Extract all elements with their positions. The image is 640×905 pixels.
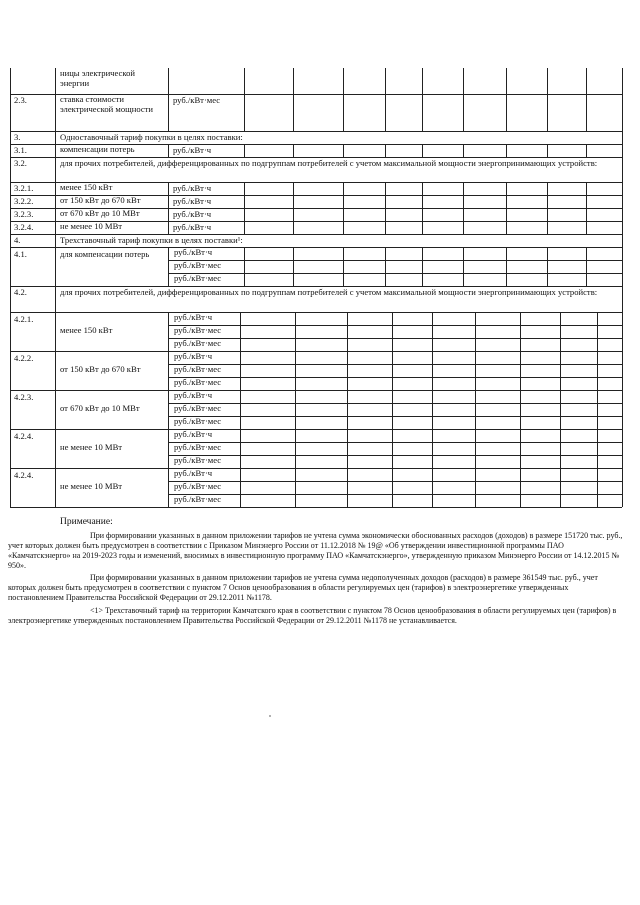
column-separator bbox=[422, 221, 423, 234]
column-separator bbox=[586, 94, 587, 131]
row-number: 4.2.4. bbox=[14, 470, 34, 480]
note-paragraph-3: <1> Трехставочный тариф на территории Камчатского края в соответствии с пунктом 78 Основ ценообразования в области регулируемых цен (тарифов) в электроэнергетике утвержденных постановлением Правительства Российской Федерации от 29.12.2011 №1178 не устанавливается. bbox=[8, 606, 617, 625]
column-separator bbox=[547, 68, 548, 94]
column-separator bbox=[55, 312, 56, 351]
row-unit: руб./кВт·ч bbox=[174, 390, 213, 400]
column-separator bbox=[168, 182, 169, 195]
row-unit: руб./кВт·ч bbox=[174, 247, 213, 257]
column-separator bbox=[343, 195, 344, 208]
column-separator bbox=[55, 247, 56, 286]
row-unit: руб./кВт·мес bbox=[174, 364, 222, 374]
table-border-right bbox=[622, 68, 623, 94]
table-border-left bbox=[10, 68, 11, 507]
row-number: 4.2.3. bbox=[14, 392, 34, 402]
column-separator bbox=[586, 247, 587, 286]
row-number: 3.2.3. bbox=[14, 209, 34, 219]
note-paragraph-1: При формировании указанных в данном приложении тарифов не учтена сумма экономически обоснованных расходов (доходов) в размере 151720 тыс. руб., учет которых должен быть предусмотрен в соответствии с Приказом Минэнерго России от 11.12.2018 № 19@ «Об утверждении инвестиционной программы ПАО «Камчатскэнерго» на 2019-2023 годы и изменений, вносимых в инвестиционную программу ПАО «Камчатскэнерго», утвержденную приказом Минэнерго России от 14.12.2015 № 950». bbox=[8, 531, 623, 570]
column-separator bbox=[597, 312, 598, 351]
row-name: для компенсации потерь bbox=[60, 249, 150, 259]
row-unit: руб./кВт·ч bbox=[173, 183, 212, 193]
table-border-right bbox=[622, 286, 623, 312]
column-separator bbox=[168, 390, 169, 429]
column-separator bbox=[506, 68, 507, 94]
table-border-right bbox=[622, 351, 623, 390]
column-separator bbox=[343, 221, 344, 234]
column-separator bbox=[55, 182, 56, 195]
column-separator bbox=[506, 195, 507, 208]
column-separator bbox=[55, 157, 56, 182]
column-separator bbox=[293, 182, 294, 195]
column-separator bbox=[597, 390, 598, 429]
row-number: 3.2.1. bbox=[14, 183, 34, 193]
column-separator bbox=[547, 144, 548, 157]
table-border-right bbox=[622, 94, 623, 131]
column-separator bbox=[475, 312, 476, 351]
column-separator bbox=[463, 221, 464, 234]
column-separator bbox=[293, 195, 294, 208]
column-separator bbox=[520, 390, 521, 429]
column-separator bbox=[55, 429, 56, 468]
column-separator bbox=[547, 208, 548, 221]
column-separator bbox=[168, 221, 169, 234]
row-number: 3. bbox=[14, 132, 21, 142]
column-separator bbox=[343, 247, 344, 286]
column-separator bbox=[385, 94, 386, 131]
column-separator bbox=[168, 144, 169, 157]
column-separator bbox=[385, 195, 386, 208]
row-name: от 150 кВт до 670 кВт bbox=[60, 364, 141, 374]
column-separator bbox=[586, 68, 587, 94]
column-separator bbox=[597, 351, 598, 390]
column-separator bbox=[422, 208, 423, 221]
column-separator bbox=[55, 234, 56, 247]
column-separator bbox=[463, 182, 464, 195]
row-separator bbox=[10, 429, 622, 430]
column-separator bbox=[343, 208, 344, 221]
column-separator bbox=[293, 247, 294, 286]
row-number: 4.2.2. bbox=[14, 353, 34, 363]
column-separator bbox=[168, 68, 169, 94]
column-separator bbox=[475, 429, 476, 468]
column-separator bbox=[244, 221, 245, 234]
column-separator bbox=[55, 286, 56, 312]
column-separator bbox=[547, 195, 548, 208]
column-separator bbox=[168, 195, 169, 208]
note-paragraph-2: При формировании указанных в данном приложении тарифов не учтена сумма недополученных доходов (расходов) в размере 361549 тыс. руб., учет которых должен быть предусмотрен в соответствии с пунктом 7 Основ ценообразования в области регулируемых цен (тарифов) в электроэнергетике утвержденных постановлением Правительства Российской Федерации от 29.12.2011 №1178. bbox=[8, 573, 598, 602]
row-unit: руб./кВт·мес bbox=[174, 481, 222, 491]
column-separator bbox=[463, 144, 464, 157]
column-separator bbox=[392, 312, 393, 351]
row-unit: руб./кВт·мес bbox=[174, 325, 222, 335]
column-separator bbox=[432, 390, 433, 429]
table-border-right bbox=[622, 195, 623, 208]
column-separator bbox=[520, 312, 521, 351]
row-unit: руб./кВт·мес bbox=[174, 377, 222, 387]
row-unit: руб./кВт·ч bbox=[173, 145, 212, 155]
column-separator bbox=[385, 208, 386, 221]
row-separator bbox=[10, 247, 622, 248]
row-number: 4. bbox=[14, 235, 21, 245]
column-separator bbox=[547, 182, 548, 195]
column-separator bbox=[343, 68, 344, 94]
column-separator bbox=[55, 468, 56, 507]
row-name: компенсации потерь bbox=[60, 144, 135, 154]
column-separator bbox=[55, 144, 56, 157]
column-separator bbox=[347, 351, 348, 390]
column-separator bbox=[55, 195, 56, 208]
table-border-right bbox=[622, 182, 623, 195]
column-separator bbox=[244, 247, 245, 286]
column-separator bbox=[168, 351, 169, 390]
row-name: не менее 10 МВт bbox=[60, 481, 123, 491]
column-separator bbox=[168, 429, 169, 468]
column-separator bbox=[244, 182, 245, 195]
table-border-right bbox=[622, 157, 623, 182]
column-separator bbox=[293, 68, 294, 94]
table-border-right bbox=[622, 312, 623, 351]
column-separator bbox=[586, 182, 587, 195]
column-separator bbox=[422, 182, 423, 195]
row-separator bbox=[10, 312, 622, 313]
column-separator bbox=[55, 390, 56, 429]
row-separator bbox=[10, 507, 622, 508]
row-number: 2.3. bbox=[14, 95, 27, 105]
row-unit: руб./кВт·мес bbox=[174, 338, 222, 348]
column-separator bbox=[506, 247, 507, 286]
column-separator bbox=[293, 208, 294, 221]
column-separator bbox=[168, 208, 169, 221]
column-separator bbox=[295, 468, 296, 507]
row-unit: руб./кВт·мес bbox=[174, 416, 222, 426]
column-separator bbox=[347, 390, 348, 429]
row-name: менее 150 кВт bbox=[60, 325, 113, 335]
column-separator bbox=[244, 144, 245, 157]
column-separator bbox=[55, 221, 56, 234]
column-separator bbox=[343, 144, 344, 157]
column-separator bbox=[55, 208, 56, 221]
row-unit: руб./кВт·мес bbox=[174, 260, 222, 270]
row-name: от 670 кВт до 10 МВт bbox=[60, 208, 140, 218]
column-separator bbox=[560, 390, 561, 429]
row-name: от 670 кВт до 10 МВт bbox=[60, 403, 140, 413]
column-separator bbox=[506, 144, 507, 157]
table-border-right bbox=[622, 390, 623, 429]
column-separator bbox=[547, 221, 548, 234]
row-unit: руб./кВт·ч bbox=[173, 209, 212, 219]
column-separator bbox=[463, 94, 464, 131]
column-separator bbox=[295, 312, 296, 351]
row-number: 3.2.2. bbox=[14, 196, 34, 206]
row-number: 4.2. bbox=[14, 287, 27, 297]
column-separator bbox=[392, 390, 393, 429]
row-number: 4.2.4. bbox=[14, 431, 34, 441]
row-unit: руб./кВт·мес bbox=[174, 442, 222, 452]
column-separator bbox=[168, 468, 169, 507]
row-number: 3.2.4. bbox=[14, 222, 34, 232]
row-name: ницы электрической энергии bbox=[60, 68, 135, 88]
column-separator bbox=[392, 429, 393, 468]
column-separator bbox=[475, 351, 476, 390]
row-unit: руб./кВт·ч bbox=[174, 312, 213, 322]
column-separator bbox=[385, 144, 386, 157]
row-unit: руб./кВт·мес bbox=[174, 403, 222, 413]
row-unit: руб./кВт·ч bbox=[173, 196, 212, 206]
row-separator bbox=[10, 390, 622, 391]
column-separator bbox=[586, 195, 587, 208]
table-border-right bbox=[622, 247, 623, 286]
table-border-right bbox=[622, 429, 623, 468]
column-separator bbox=[244, 68, 245, 94]
column-separator bbox=[295, 351, 296, 390]
column-separator bbox=[392, 351, 393, 390]
section-title: Одноставочный тариф покупки в целях поставки: bbox=[60, 132, 243, 142]
row-name: менее 150 кВт bbox=[60, 182, 113, 192]
column-separator bbox=[168, 94, 169, 131]
table-border-right bbox=[622, 468, 623, 507]
column-separator bbox=[560, 429, 561, 468]
row-number: 4.2.1. bbox=[14, 314, 34, 324]
column-separator bbox=[586, 208, 587, 221]
row-name: не менее 10 МВт bbox=[60, 442, 123, 452]
row-unit: руб./кВт·ч bbox=[174, 429, 213, 439]
column-separator bbox=[506, 182, 507, 195]
column-separator bbox=[506, 208, 507, 221]
scan-speck bbox=[269, 715, 271, 717]
column-separator bbox=[506, 221, 507, 234]
column-separator bbox=[475, 468, 476, 507]
column-separator bbox=[597, 429, 598, 468]
column-separator bbox=[392, 468, 393, 507]
column-separator bbox=[244, 195, 245, 208]
row-separator bbox=[10, 351, 622, 352]
column-separator bbox=[55, 131, 56, 144]
column-separator bbox=[244, 208, 245, 221]
column-separator bbox=[560, 312, 561, 351]
column-separator bbox=[586, 144, 587, 157]
column-separator bbox=[520, 468, 521, 507]
row-separator bbox=[10, 468, 622, 469]
column-separator bbox=[343, 182, 344, 195]
column-separator bbox=[586, 221, 587, 234]
table-border-right bbox=[622, 131, 623, 144]
column-separator bbox=[295, 390, 296, 429]
note-title: Примечание: bbox=[60, 517, 113, 527]
column-separator bbox=[547, 247, 548, 286]
row-number: 4.1. bbox=[14, 249, 27, 259]
row-unit: руб./кВт·мес bbox=[174, 455, 222, 465]
column-separator bbox=[293, 94, 294, 131]
column-separator bbox=[475, 390, 476, 429]
row-unit: руб./кВт·мес bbox=[173, 95, 221, 105]
column-separator bbox=[432, 351, 433, 390]
column-separator bbox=[463, 247, 464, 286]
column-separator bbox=[293, 221, 294, 234]
column-separator bbox=[422, 94, 423, 131]
column-separator bbox=[385, 221, 386, 234]
row-unit: руб./кВт·ч bbox=[174, 351, 213, 361]
column-separator bbox=[293, 144, 294, 157]
row-unit: руб./кВт·мес bbox=[174, 494, 222, 504]
column-separator bbox=[560, 351, 561, 390]
column-separator bbox=[347, 312, 348, 351]
column-separator bbox=[432, 468, 433, 507]
column-separator bbox=[422, 195, 423, 208]
row-unit: руб./кВт·ч bbox=[174, 468, 213, 478]
column-separator bbox=[385, 182, 386, 195]
column-separator bbox=[520, 429, 521, 468]
row-name: ставка стоимости электрической мощности bbox=[60, 94, 154, 114]
column-separator bbox=[597, 468, 598, 507]
table-border-right bbox=[622, 234, 623, 247]
row-number: 3.1. bbox=[14, 145, 27, 155]
column-separator bbox=[244, 94, 245, 131]
column-separator bbox=[463, 68, 464, 94]
column-separator bbox=[422, 247, 423, 286]
row-unit: руб./кВт·ч bbox=[173, 222, 212, 232]
column-separator bbox=[168, 247, 169, 286]
table-border-right bbox=[622, 221, 623, 234]
column-separator bbox=[432, 312, 433, 351]
column-separator bbox=[55, 94, 56, 131]
column-separator bbox=[560, 468, 561, 507]
column-separator bbox=[547, 94, 548, 131]
column-separator bbox=[55, 351, 56, 390]
column-separator bbox=[422, 144, 423, 157]
row-name: не менее 10 МВт bbox=[60, 221, 123, 231]
column-separator bbox=[385, 68, 386, 94]
row-name: от 150 кВт до 670 кВт bbox=[60, 195, 141, 205]
table-border-right bbox=[622, 208, 623, 221]
column-separator bbox=[385, 247, 386, 286]
section-title: для прочих потребителей, дифференцированных по подгруппам потребителей с учетом максимальной мощности энергопринимающих устройств: bbox=[60, 158, 598, 168]
column-separator bbox=[168, 312, 169, 351]
column-separator bbox=[347, 468, 348, 507]
row-number: 3.2. bbox=[14, 158, 27, 168]
column-separator bbox=[55, 68, 56, 94]
column-separator bbox=[520, 351, 521, 390]
column-separator bbox=[463, 208, 464, 221]
column-separator bbox=[295, 429, 296, 468]
column-separator bbox=[463, 195, 464, 208]
column-separator bbox=[347, 429, 348, 468]
table-border-right bbox=[622, 144, 623, 157]
row-unit: руб./кВт·мес bbox=[174, 273, 222, 283]
section-title: Трехставочный тариф покупки в целях поставки¹: bbox=[60, 235, 243, 245]
column-separator bbox=[343, 94, 344, 131]
column-separator bbox=[432, 429, 433, 468]
column-separator bbox=[422, 68, 423, 94]
section-title: для прочих потребителей, дифференцированных по подгруппам потребителей с учетом максимальной мощности энергопринимающих устройств: bbox=[60, 287, 598, 297]
column-separator bbox=[506, 94, 507, 131]
